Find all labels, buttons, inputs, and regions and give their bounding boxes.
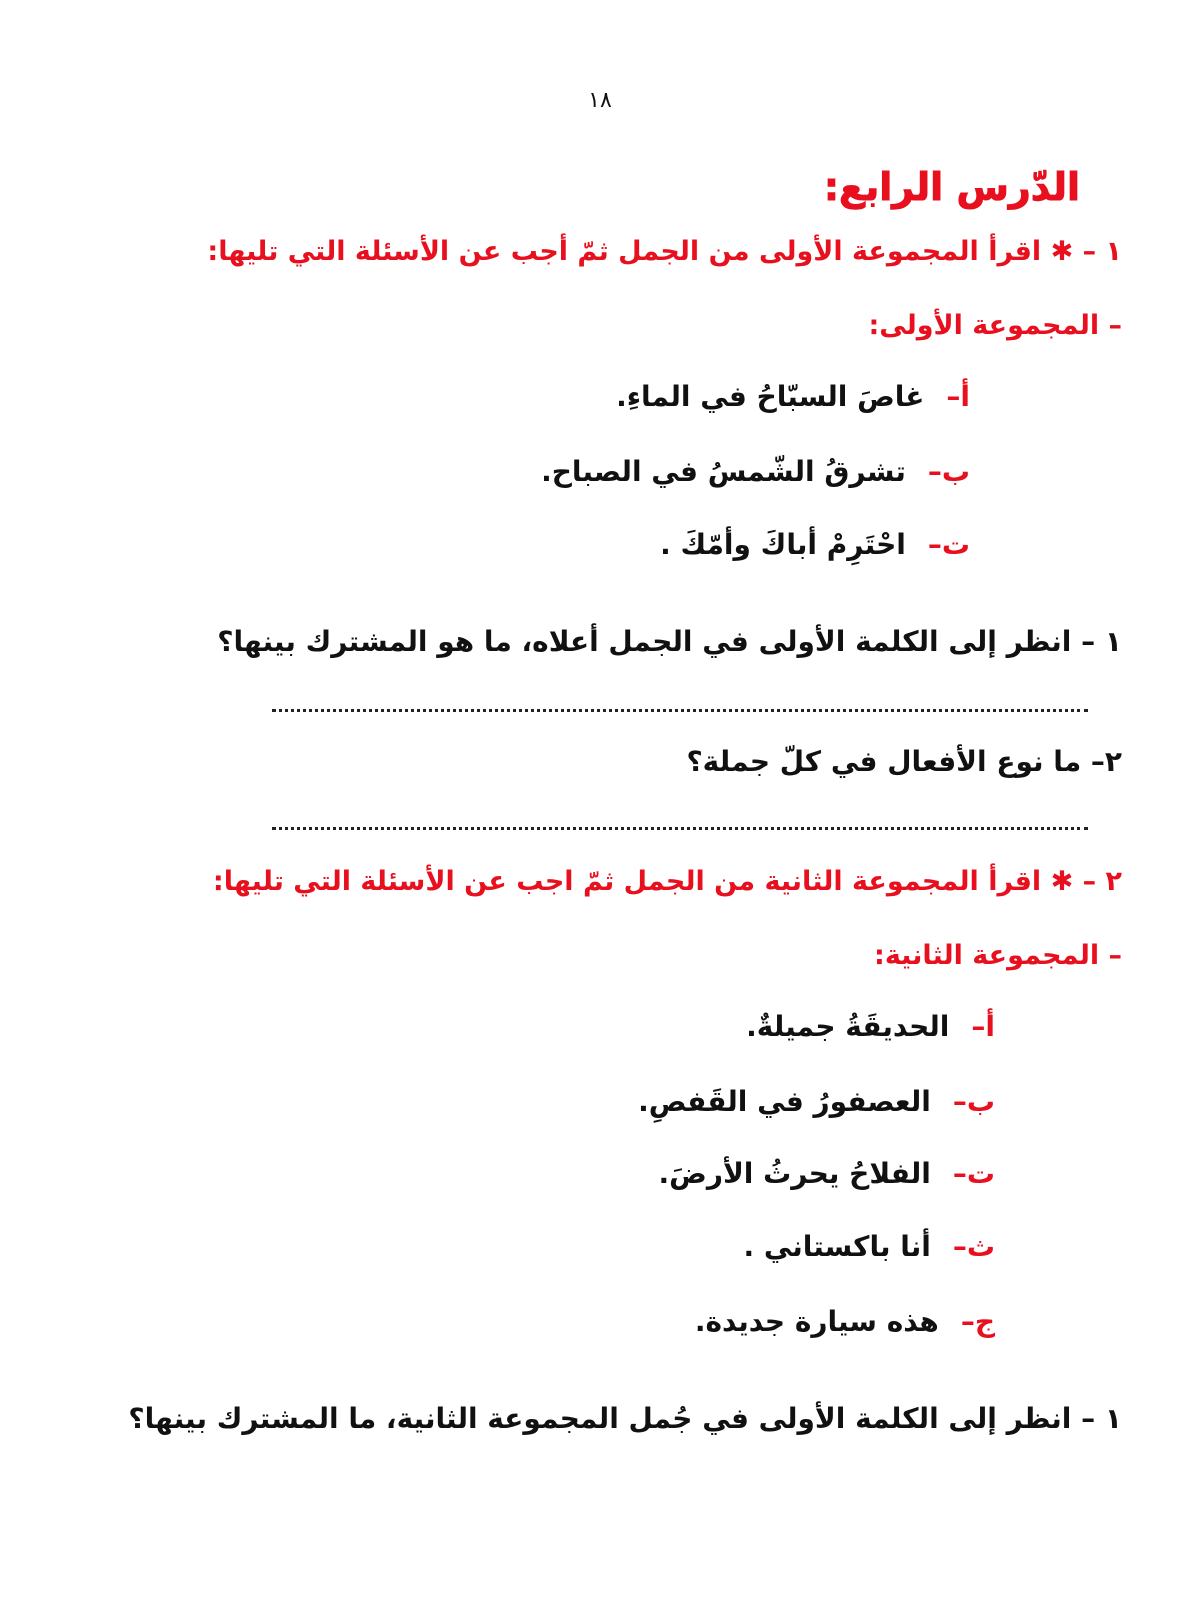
item-letter: أ– <box>946 380 970 413</box>
item-text: تشرقُ الشّمسُ في الصباح. <box>541 455 906 488</box>
answer-line-2[interactable] <box>272 827 1088 830</box>
group-2-item-th <box>744 1230 996 1263</box>
item-letter: ب– <box>952 1085 995 1118</box>
item-letter: أ– <box>971 1010 995 1043</box>
group-1-question-2: ٢– ما نوع الأفعال في كلّ جملة؟ <box>686 745 1122 778</box>
group-1-label: – المجموعة الأولى: <box>868 310 1122 341</box>
lesson-title: الدّرس الرابع: <box>823 165 1080 209</box>
item-letter: ت– <box>952 1157 995 1190</box>
group-1-item-b <box>541 455 970 488</box>
item-text: العصفورُ في القَفصِ. <box>638 1085 931 1118</box>
item-letter: ث– <box>952 1230 995 1263</box>
item-text: احْتَرِمْ أباكَ وأمّكَ . <box>660 528 906 561</box>
group-2-item-b <box>638 1085 995 1118</box>
item-text: هذه سيارة جديدة. <box>694 1305 939 1338</box>
exercise-2-instruction: ٢ – ✱ اقرأ المجموعة الثانية من الجمل ثمّ اجب عن الأسئلة التي تليها: <box>212 866 1122 897</box>
group-1-question-1: ١ – انظر إلى الكلمة الأولى في الجمل أعلاه، ما هو المشترك بينها؟ <box>217 625 1122 658</box>
group-1-item-t <box>660 528 970 561</box>
item-letter: ت– <box>927 528 970 561</box>
group-2-question-1: ١ – انظر إلى الكلمة الأولى في جُمل المجموعة الثانية، ما المشترك بينها؟ <box>128 1402 1122 1435</box>
exercise-1-instruction: ١ – ✱ اقرأ المجموعة الأولى من الجمل ثمّ أجب عن الأسئلة التي تليها: <box>207 236 1122 267</box>
item-letter: ب– <box>927 455 970 488</box>
group-2-item-j <box>695 1305 995 1338</box>
item-text: أنا باكستاني . <box>743 1230 931 1263</box>
item-text: الفلاحُ يحرثُ الأرضَ. <box>658 1157 931 1190</box>
item-text: غاصَ السبّاحُ في الماءِ. <box>616 380 925 413</box>
item-text: الحديقَةُ جميلةٌ. <box>746 1010 950 1043</box>
item-letter: ج– <box>960 1305 995 1338</box>
group-1-item-a <box>616 380 970 413</box>
group-2-item-t <box>659 1157 995 1190</box>
group-2-label: – المجموعة الثانية: <box>874 940 1122 971</box>
page-number: ١٨ <box>588 88 612 113</box>
answer-line-1[interactable] <box>272 709 1088 712</box>
group-2-item-a <box>746 1010 995 1043</box>
